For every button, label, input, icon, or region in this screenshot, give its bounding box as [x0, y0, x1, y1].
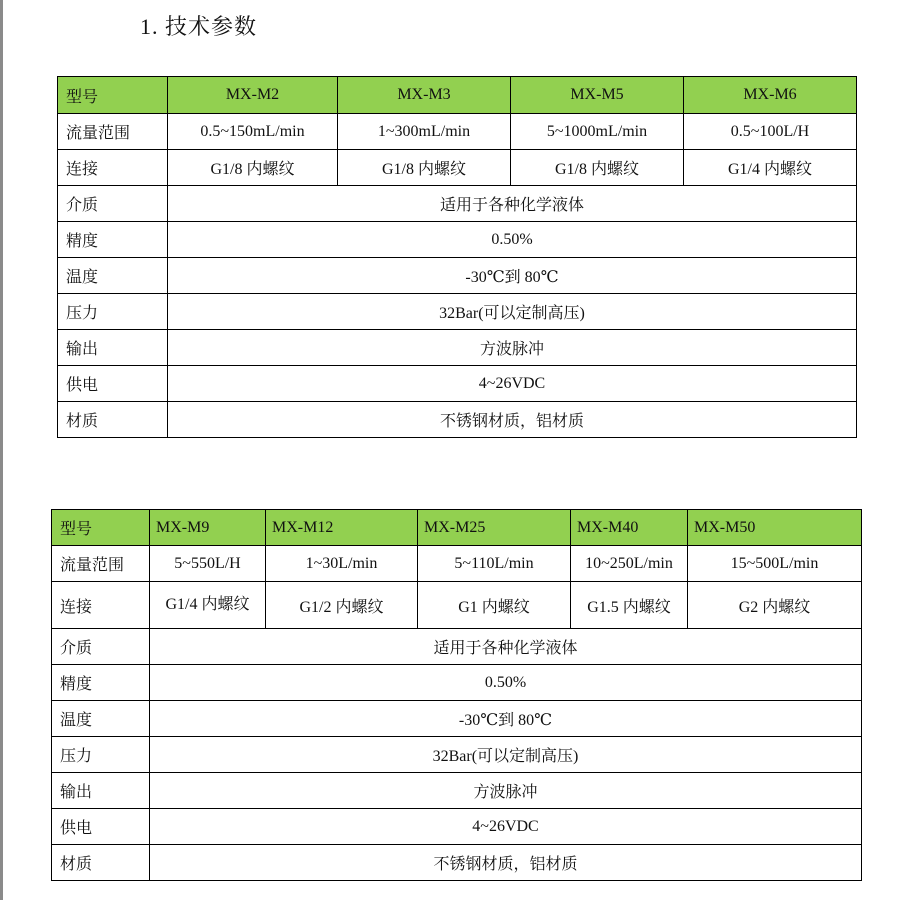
page-left-border [0, 0, 3, 900]
pressure-row [52, 737, 862, 773]
row-label: 材质 [52, 845, 150, 881]
row-value: 0.50% [150, 665, 862, 701]
row-label: 供电 [58, 366, 168, 402]
row-value: 0.50% [168, 222, 857, 258]
flow-cell: 0.5~100L/H [684, 114, 857, 150]
material-row [58, 402, 857, 438]
flow-label: 流量范围 [52, 546, 150, 582]
row-label: 输出 [58, 330, 168, 366]
row-label: 压力 [58, 294, 168, 330]
model-cell: MX-M50 [688, 510, 862, 546]
medium-row [52, 629, 862, 665]
temperature-row [52, 701, 862, 737]
flow-cell: 1~300mL/min [338, 114, 511, 150]
row-value: 不锈钢材质，铝材质 [168, 402, 857, 438]
row-value: 不锈钢材质，铝材质 [150, 845, 862, 881]
row-value: 4~26VDC [168, 366, 857, 402]
output-row [52, 773, 862, 809]
connection-label: 连接 [58, 150, 168, 186]
row-value: 32Bar(可以定制高压) [150, 737, 862, 773]
row-label: 温度 [52, 701, 150, 737]
model-cell: MX-M3 [338, 77, 511, 114]
row-label: 输出 [52, 773, 150, 809]
row-value: 适用于各种化学液体 [150, 629, 862, 665]
row-label: 材质 [58, 402, 168, 438]
model-row [58, 77, 857, 114]
spec-table-1 [57, 76, 857, 438]
power-row [58, 366, 857, 402]
row-value: 4~26VDC [150, 809, 862, 845]
flow-cell: 5~550L/H [150, 546, 266, 582]
connection-cell: G1/2 内螺纹 [266, 582, 418, 629]
model-label: 型号 [58, 77, 168, 114]
row-value: 适用于各种化学液体 [168, 186, 857, 222]
connection-cell: G2 内螺纹 [688, 582, 862, 629]
connection-cell: G1/8 内螺纹 [168, 150, 338, 186]
row-value: -30℃到 80℃ [168, 258, 857, 294]
row-label: 介质 [52, 629, 150, 665]
model-row [52, 510, 862, 546]
section-heading: 1. 技术参数 [140, 14, 258, 39]
model-cell: MX-M25 [418, 510, 571, 546]
model-cell: MX-M5 [511, 77, 684, 114]
model-cell: MX-M12 [266, 510, 418, 546]
flow-cell: 0.5~150mL/min [168, 114, 338, 150]
flow-cell: 5~1000mL/min [511, 114, 684, 150]
model-cell: MX-M6 [684, 77, 857, 114]
spec-table-2 [51, 509, 862, 881]
model-label: 型号 [52, 510, 150, 546]
flow-cell: 5~110L/min [418, 546, 571, 582]
flow-label: 流量范围 [58, 114, 168, 150]
connection-row [58, 150, 857, 186]
pressure-row [58, 294, 857, 330]
row-label: 温度 [58, 258, 168, 294]
output-row [58, 330, 857, 366]
temperature-row [58, 258, 857, 294]
model-cell: MX-M2 [168, 77, 338, 114]
row-value: -30℃到 80℃ [150, 701, 862, 737]
flow-cell: 15~500L/min [688, 546, 862, 582]
model-cell: MX-M9 [150, 510, 266, 546]
material-row [52, 845, 862, 881]
medium-row [58, 186, 857, 222]
row-value: 方波脉冲 [150, 773, 862, 809]
flow-row [52, 546, 862, 582]
flow-cell: 1~30L/min [266, 546, 418, 582]
row-value: 32Bar(可以定制高压) [168, 294, 857, 330]
row-value: 方波脉冲 [168, 330, 857, 366]
connection-cell: G1/8 内螺纹 [338, 150, 511, 186]
row-label: 介质 [58, 186, 168, 222]
connection-label: 连接 [52, 582, 150, 629]
row-label: 供电 [52, 809, 150, 845]
power-row [52, 809, 862, 845]
flow-cell: 10~250L/min [571, 546, 688, 582]
connection-cell: G1/4 内螺纹 [684, 150, 857, 186]
connection-cell: G1/4 内螺纹 [150, 582, 266, 629]
accuracy-row [58, 222, 857, 258]
model-cell: MX-M40 [571, 510, 688, 546]
row-label: 压力 [52, 737, 150, 773]
connection-row [52, 582, 862, 629]
row-label: 精度 [52, 665, 150, 701]
row-label: 精度 [58, 222, 168, 258]
connection-cell: G1.5 内螺纹 [571, 582, 688, 629]
accuracy-row [52, 665, 862, 701]
flow-row [58, 114, 857, 150]
connection-cell: G1 内螺纹 [418, 582, 571, 629]
connection-cell: G1/8 内螺纹 [511, 150, 684, 186]
